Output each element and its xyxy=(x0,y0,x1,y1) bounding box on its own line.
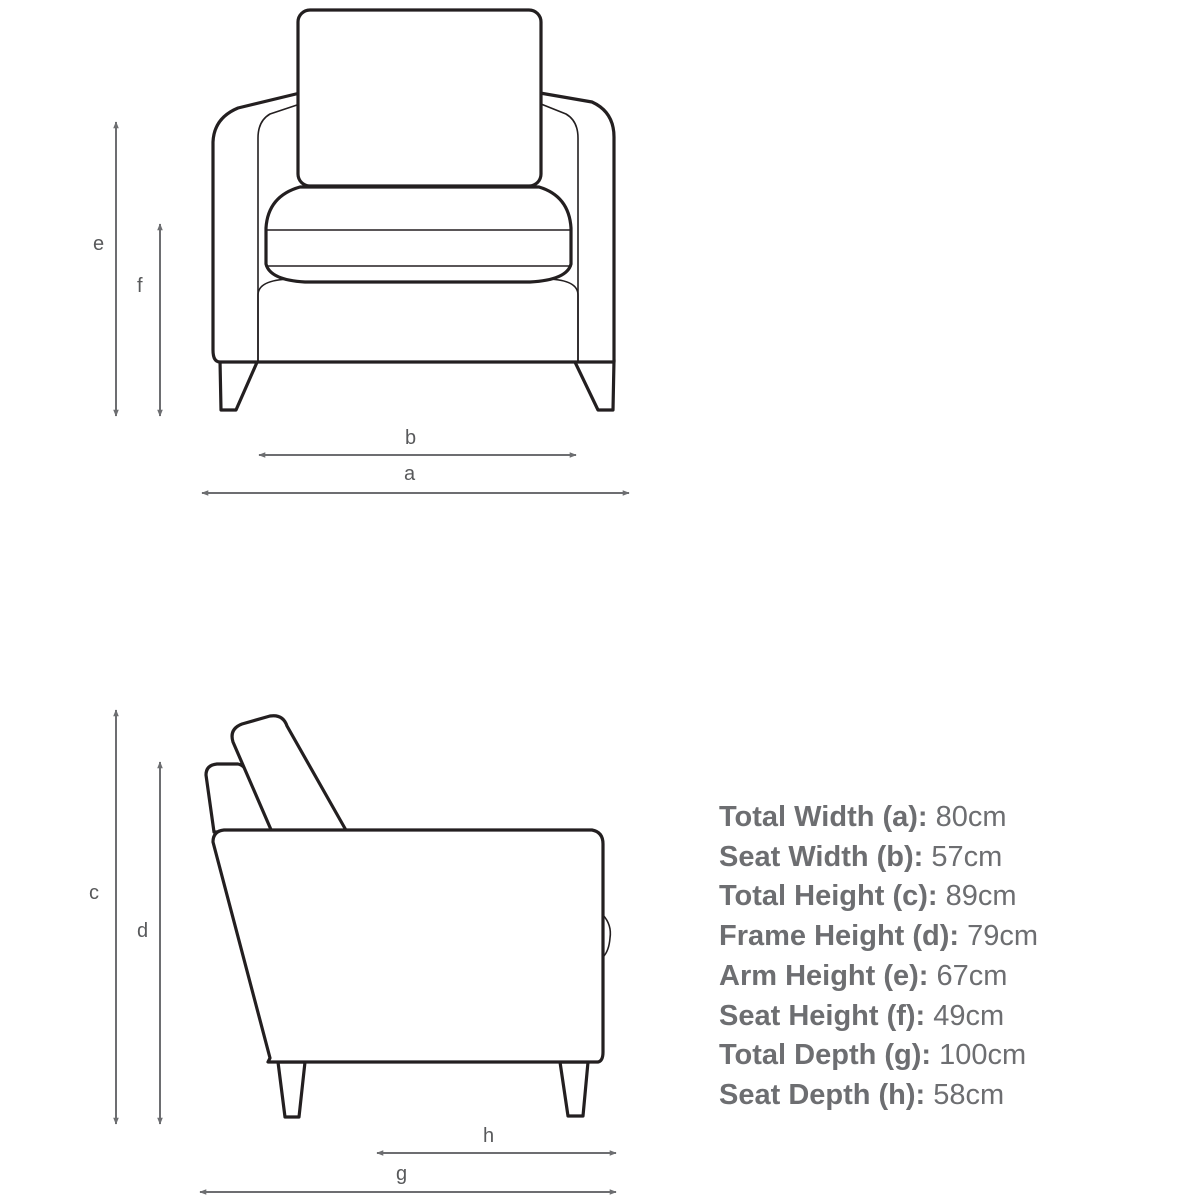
spec-total-width xyxy=(719,798,1189,838)
spec-value: 80cm xyxy=(935,801,1007,833)
front-back-cushion xyxy=(298,10,541,186)
spec-seat-depth xyxy=(719,1076,1189,1116)
side-back-leg xyxy=(560,1062,588,1116)
front-seat-cushion xyxy=(266,187,571,282)
spec-seat-width xyxy=(719,838,1189,878)
dimension-g-label: g xyxy=(396,1163,408,1185)
spec-value: 89cm xyxy=(945,880,1017,913)
spec-frame-height xyxy=(719,917,1189,957)
dimension-c-label: c xyxy=(89,882,99,904)
front-right-leg xyxy=(574,360,614,410)
spec-value: 67cm xyxy=(936,959,1008,992)
spec-label: Frame Height (d): xyxy=(719,920,960,953)
spec-total-height xyxy=(719,877,1189,917)
spec-value: 57cm xyxy=(931,840,1003,873)
side-front-leg xyxy=(278,1062,305,1117)
spec-label: Total Height (c): xyxy=(719,880,938,913)
spec-label: Total Depth (g): xyxy=(719,1039,932,1072)
spec-value: 49cm xyxy=(933,999,1005,1032)
dimension-specs-list xyxy=(719,798,1189,1116)
spec-label: Arm Height (e): xyxy=(719,959,929,992)
spec-seat-height xyxy=(719,997,1189,1037)
front-view-armchair xyxy=(213,10,614,410)
dimension-a-label: a xyxy=(404,463,416,485)
spec-total-depth xyxy=(719,1036,1189,1076)
dimension-f-label: f xyxy=(137,275,143,297)
side-body xyxy=(213,830,603,1062)
dimension-d-label: d xyxy=(137,920,149,942)
spec-arm-height xyxy=(719,957,1189,997)
side-view-armchair xyxy=(206,716,610,1117)
spec-value: 100cm xyxy=(939,1039,1027,1072)
spec-label: Total Width (a): xyxy=(719,801,928,833)
spec-value: 58cm xyxy=(933,1078,1005,1111)
dimension-h-label: h xyxy=(483,1125,495,1147)
spec-label: Seat Height (f): xyxy=(719,999,926,1032)
spec-value: 79cm xyxy=(967,920,1039,953)
spec-label: Seat Depth (h): xyxy=(719,1078,926,1111)
front-left-leg xyxy=(220,360,258,410)
dimension-e-label: e xyxy=(93,233,105,255)
dimension-b-label: b xyxy=(405,427,417,449)
spec-label: Seat Width (b): xyxy=(719,840,924,873)
